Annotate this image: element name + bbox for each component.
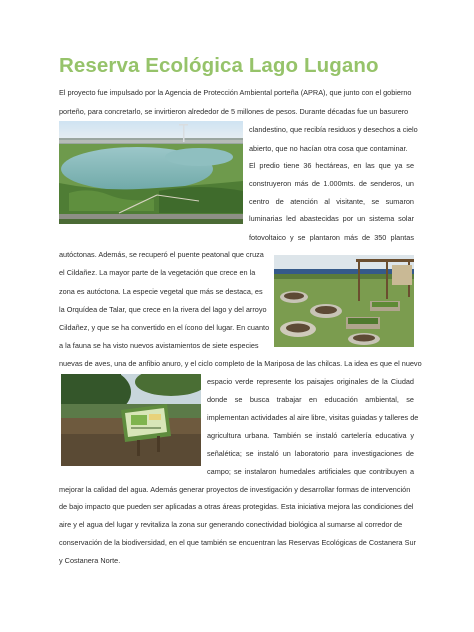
paragraph-line: agricultura urbana. También se instaló cartelería educativa y [207,431,414,440]
paragraph-line: construyeron más de 1.000mts. de senderos, un [249,179,414,188]
paragraph-line: zona es autóctona. La especie vegetal que más se destaca, es [59,287,263,296]
paragraph-line: espacio verde represente los paisajes originales de la Ciudad [207,377,414,386]
paragraph-line: aire y el agua del lugar y revitaliza la zona sur generando conectividad biológica al sumarse al corredor de [59,520,403,529]
paragraph-line: y Costanera Norte. [59,556,121,565]
paragraph-line: Cildañez, y que se ha convertido en el ícono del lugar. En cuanto [59,323,270,332]
paragraph-line: mejorar la calidad del agua. Además generar proyectos de investigación y desarrollar formas de intervención [59,485,411,494]
page-title: Reserva Ecológica Lago Lugano [59,54,379,77]
paragraph-line: conservación de la biodiversidad, en el que también se encuentran las Reservas Ecológicas de Costanera Sur [59,538,416,547]
paragraph-line: luminarias led abastecidas por un sistema solar [249,214,414,223]
paragraph-line: señalética; se instaló un laboratorio para investigaciones de [207,449,414,458]
paragraph-line: fotovoltaico y se plantaron más de 350 plantas [249,233,414,242]
paragraph-line: de bajo impacto que pueden ser aplicadas a otras áreas protegidas. Esta iniciativa mejora las condiciones del [59,502,414,511]
paragraph-line: nuevas de aves, una de anfibio anuro, y el ciclo completo de la Mariposa de las chilcas. La idea es que el nuevo [59,359,422,368]
paragraph-line: abierto, que no hacían otra cosa que contaminar. [249,144,408,153]
lake-aerial-photo [59,121,243,224]
paragraph-line: a la fauna se ha visto nuevos avistamientos de siete especies [59,341,259,350]
paragraph-line: implementan actividades al aire libre, visitas guiadas y talleres de [207,413,419,422]
paragraph-line: la Orquídea de Talar, que crece en la rivera del lago y del arroyo [59,305,267,314]
paragraph-line: donde se busca trabajar en educación ambiental, se [207,395,414,404]
paragraph-line: clandestino, que recibía residuos y desechos a cielo [249,125,418,134]
paragraph-line: El proyecto fue impulsado por la Agencia de Protección Ambiental porteña (APRA), que junto con el gobierno [59,88,412,97]
paragraph-line: El predio tiene 36 hectáreas, en las que ya se [249,161,414,170]
paragraph-line: autóctonas. Además, se recuperó el puente peatonal que cruza [59,250,264,259]
paragraph-line: porteño, para concretarlo, se invirtieron alrededor de 5 millones de pesos. Durante décadas fue un basurero [59,107,409,116]
garden-beds-photo [274,255,414,347]
paragraph-line: el Cildañez. La mayor parte de la vegetación que crece en la [59,268,256,277]
paragraph-line: centro de atención al visitante, se sumaron [249,197,414,206]
educational-sign-photo [61,374,201,466]
paragraph-line: campo; se instalaron humedales artificiales que contribuyen a [207,467,414,476]
